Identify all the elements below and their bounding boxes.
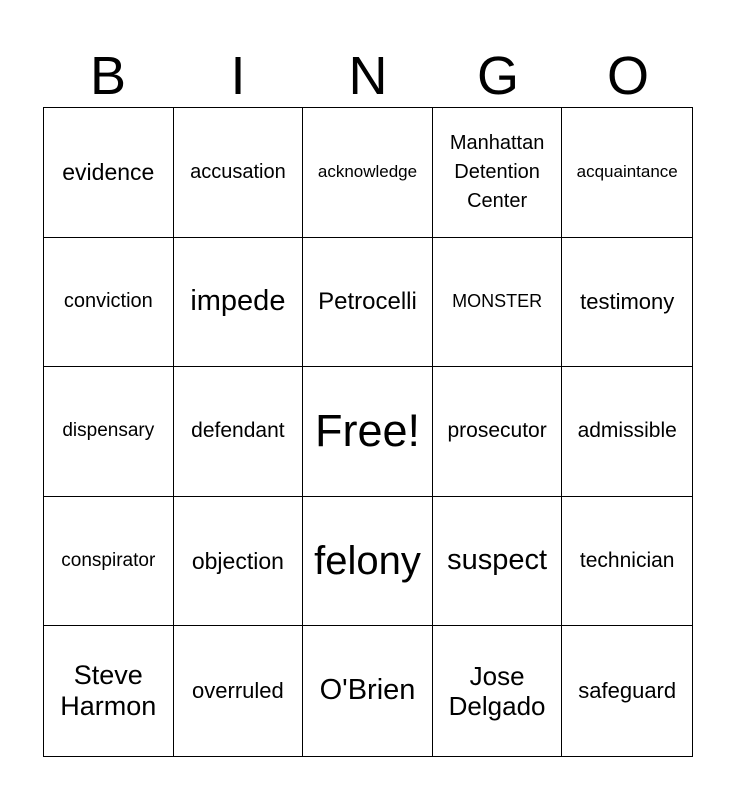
cell-label: conviction [63, 290, 153, 313]
bingo-cell-r2-c0[interactable] [44, 367, 174, 497]
cell-label: technician [579, 548, 675, 572]
cell-label: MONSTER [452, 291, 543, 312]
cell-label: suspect [447, 544, 548, 577]
bingo-cell-r0-c4[interactable] [562, 108, 692, 238]
cell-label: testimony [580, 289, 675, 315]
cell-label: Steve Harmon [60, 659, 157, 722]
bingo-cell-r3-c0[interactable] [44, 497, 174, 627]
cell-label: Petrocelli [318, 287, 417, 315]
bingo-cell-r4-c3[interactable] [433, 626, 563, 756]
free-space-label: Free! [314, 405, 420, 457]
header-letter-b: B [89, 46, 127, 106]
cell-label: overruled [192, 678, 284, 704]
bingo-cell-r1-c3[interactable] [433, 238, 563, 368]
header-letter-g: G [476, 46, 519, 106]
header-letter-i: I [230, 46, 246, 106]
bingo-cell-r2-c4[interactable] [562, 367, 692, 497]
bingo-cell-r0-c3[interactable] [433, 108, 563, 238]
bingo-cell-r1-c0[interactable] [44, 238, 174, 368]
bingo-cell-r3-c3[interactable] [433, 497, 563, 627]
cell-label: objection [191, 547, 284, 574]
cell-label: evidence [62, 158, 155, 185]
bingo-cell-r1-c2[interactable] [303, 238, 433, 368]
cell-label: Manhattan Detention Center [449, 131, 545, 212]
header-letter-n: N [348, 46, 388, 106]
bingo-cell-r1-c4[interactable] [562, 238, 692, 368]
cell-label: accusation [190, 160, 286, 183]
bingo-cell-r0-c0[interactable] [44, 108, 174, 238]
cell-label: impede [190, 284, 286, 317]
cell-label: Jose Delgado [448, 660, 546, 722]
bingo-header [43, 42, 693, 108]
bingo-cell-r0-c1[interactable] [174, 108, 304, 238]
cell-label: acquaintance [576, 162, 678, 182]
bingo-cell-r4-c2[interactable] [303, 626, 433, 756]
bingo-cell-r4-c1[interactable] [174, 626, 304, 756]
cell-label: acknowledge [317, 162, 418, 182]
bingo-cell-r1-c1[interactable] [174, 238, 304, 368]
cell-label: dispensary [62, 420, 155, 442]
bingo-cell-r3-c2[interactable] [303, 497, 433, 627]
header-letter-o: O [606, 46, 649, 106]
cell-label: safeguard [578, 678, 677, 704]
bingo-board [43, 107, 693, 757]
cell-label: felony [314, 538, 421, 583]
bingo-cell-r4-c4[interactable] [562, 626, 692, 756]
cell-label: defendant [191, 419, 285, 443]
bingo-cell-r2-c3[interactable] [433, 367, 563, 497]
bingo-cell-r4-c0[interactable] [44, 626, 174, 756]
bingo-cell-r0-c2[interactable] [303, 108, 433, 238]
bingo-cell-r3-c4[interactable] [562, 497, 692, 627]
cell-label: admissible [577, 419, 677, 443]
cell-label: O'Brien [319, 674, 416, 707]
bingo-cell-r2-c2-free[interactable] [303, 367, 433, 497]
bingo-cell-r3-c1[interactable] [174, 497, 304, 627]
cell-label: prosecutor [447, 419, 547, 443]
bingo-cell-r2-c1[interactable] [174, 367, 304, 497]
cell-label: conspirator [61, 549, 156, 571]
